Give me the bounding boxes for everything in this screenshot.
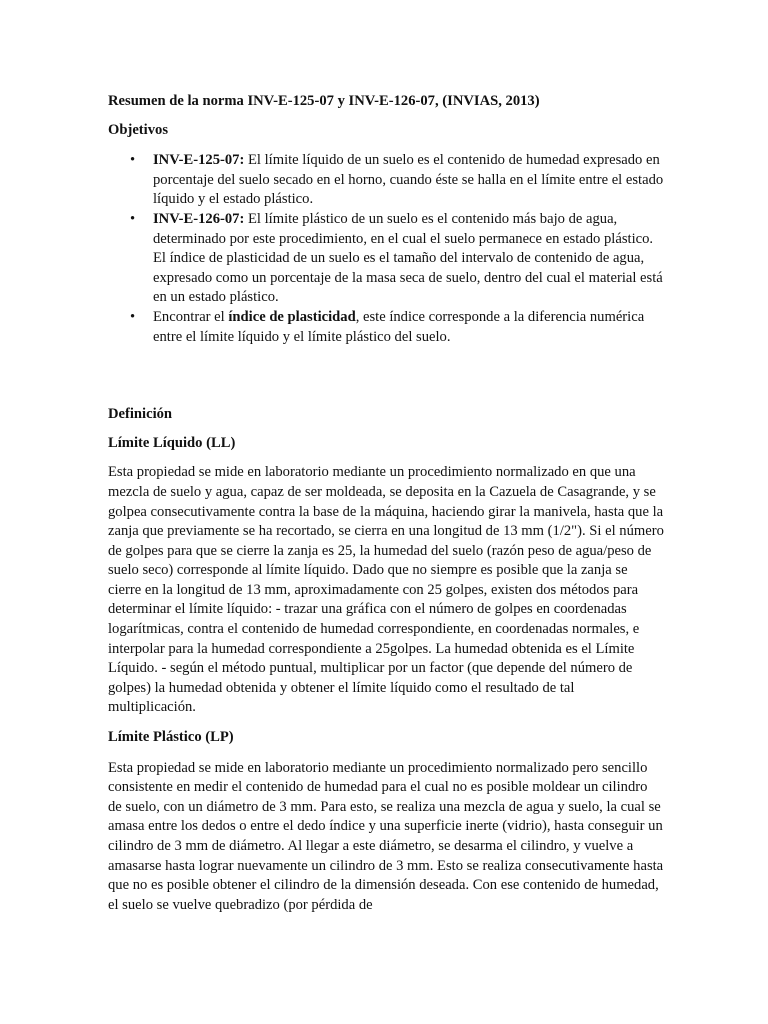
liquid-limit-paragraph: Esta propiedad se mide en laboratorio mediante un procedimiento normalizado en que una mezcla de suelo y agua, capaz de ser moldeada, se deposita en la Cazuela de Casagrande, y se golpea consecutivamente contra la base de la máquina, haciendo girar la manivela, hasta que la zanja que previamente se ha recortado, se cierra en una longitud de 13 mm (1/2"). Si el número de golpes para que se cierre la zanja es 25, la humedad del suelo (razón peso de agua/peso de suelo seco) corresponde al límite líquido. Dado que no siempre es posible que la zanja se cierre en la longitud de 13 mm, aproximadamente con 25 golpes, existen dos métodos para determinar el límite líquido: - trazar una gráfica con el número de golpes en coordenadas logarítmicas, contra el contenido de humedad correspondiente, en coordenadas normales, e interpolar para la humedad correspondiente a 25golpes. La humedad obtenida es el Límite Líquido. - según el método puntual, multiplicar por un factor (que depende del número de golpes) la humedad obtenida y obtener el límite líquido como el resultado de tal multiplicación. bbox=[108, 464, 664, 716]
objective-text: El límite plástico de un suelo es el contenido más bajo de agua, determinado por este procedimiento, en el cual el suelo permanece en estado plástico. El índice de plasticidad de un suelo es el tamaño del intervalo de contenido de agua, expresado como un porcentaje de la masa seca de suelo, dentro del cual el material está en un estado plástico. bbox=[153, 210, 663, 306]
objective-code: INV-E-125-07: bbox=[153, 152, 245, 169]
list-item bbox=[108, 151, 664, 210]
document-title: Resumen de la norma INV-E-125-07 y INV-E-126-07, (INVIAS, 2013) bbox=[108, 93, 540, 109]
spacer bbox=[108, 347, 664, 405]
objective-code: INV-E-126-07: bbox=[153, 210, 245, 227]
definition-heading: Definición bbox=[108, 406, 173, 423]
objective-text: El límite líquido de un suelo es el contenido de humedad expresado en porcentaje del suelo secado en el horno, cuando éste se halla en el límite entre el estado líquido y el estado plástico. bbox=[153, 152, 664, 208]
bullet-icon: • bbox=[130, 152, 136, 169]
plastic-limit-heading: Límite Plástico (LP) bbox=[108, 729, 234, 746]
objectives-list bbox=[108, 151, 664, 347]
objective-emphasis: índice de plasticidad bbox=[228, 308, 356, 325]
list-item bbox=[108, 308, 664, 347]
bullet-icon: • bbox=[130, 210, 136, 227]
plastic-limit-paragraph: Esta propiedad se mide en laboratorio mediante un procedimiento normalizado pero sencillo consistente en medir el contenido de humedad para el cual no es posible moldear un cilindro de suelo, con un diámetro de 3 mm. Para esto, se realiza una mezcla de agua y suelo, la cual se amasa entre los dedos o entre el dedo índice y una superficie inerte (vidrio), hasta conseguir un cilindro de 3 mm de diámetro. Al llegar a este diámetro, se desarma el cilindro, y vuelve a amasarse hasta lograr nuevamente un cilindro de 3 mm. Esto se realiza consecutivamente hasta que no es posible obtener el cilindro de la dimensión deseada. Con ese contenido de humedad, el suelo se vuelve quebradizo (por pérdida de bbox=[108, 759, 664, 913]
liquid-limit-heading: Límite Líquido (LL) bbox=[108, 434, 236, 451]
objectives-heading: Objetivos bbox=[108, 121, 168, 138]
list-item bbox=[108, 210, 664, 308]
document-page bbox=[108, 92, 664, 925]
objective-text-before: Encontrar el bbox=[153, 308, 229, 325]
bullet-icon: • bbox=[130, 308, 136, 325]
objective-text-after: , este índice corresponde a la diferencia numérica entre el límite líquido y el límite plástico del suelo. bbox=[153, 308, 645, 345]
